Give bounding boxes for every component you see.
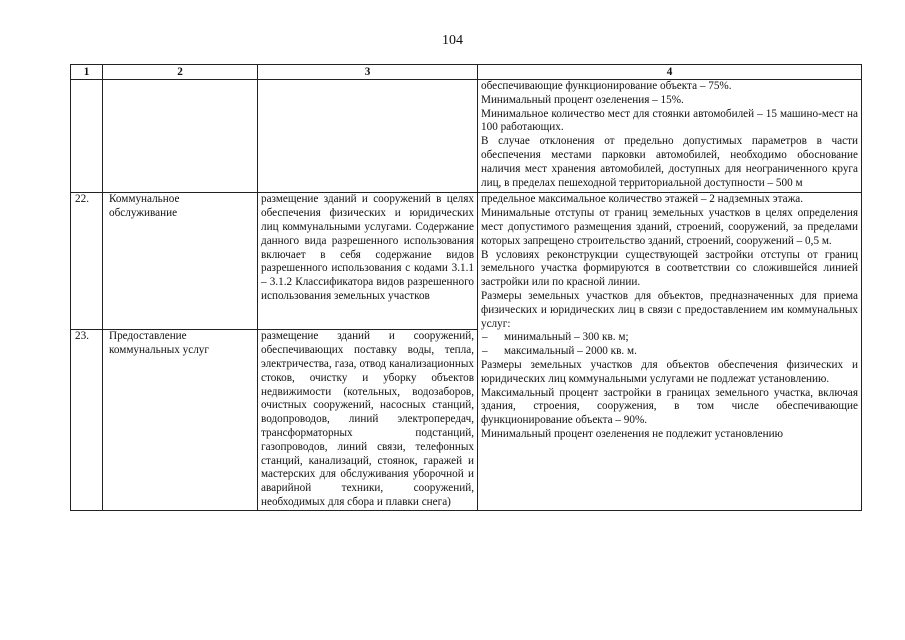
row-description (258, 193, 478, 330)
continuation-cell-1 (71, 80, 103, 193)
list-dash: – (482, 345, 488, 358)
column-header-4: 4 (478, 65, 862, 80)
list-dash: – (482, 331, 488, 344)
continuation-cell-2 (103, 80, 258, 193)
params-paragraph: предельное максимальное количество этажей – 2 надземных этажа. (481, 193, 804, 206)
continuation-paragraph: Минимальный процент озеленения – 15%. (481, 93, 684, 106)
row-description (258, 330, 478, 510)
continuation-cell-3 (258, 80, 478, 193)
list-text: минимальный – 300 кв. м; (504, 331, 629, 344)
row-description-text: размещение зданий и сооружений, обеспечивающих поставку воды, тепла, электричества, газа, отвод канализационных стоков, очистку и уборку объектов недвижимости (котельных, водозаборов, очистных сооружений, насосных станций, водопроводов, линий электропередач, трансформаторных подстанций, газопроводов, линий связи, телефонных станций, канализаций, стоянок, гаражей и мастерских для обслуживания уборочной и аварийной техники, сооружений, необходимых для сбора и плавки снега) (261, 330, 474, 508)
row-name: Предоставление коммунальных услуг (103, 330, 258, 510)
list-item (481, 331, 858, 345)
params-paragraph: Размеры земельных участков для объектов обеспечения физических и юридических лиц коммунальными услугами не подлежат установлению. (481, 358, 858, 385)
row-number: 22. (71, 193, 103, 330)
params-paragraph: Минимальные отступы от границ земельных участков в целях определения мест допустимого размещения зданий, строений, сооружений, за пределами которых запрещено строительство зданий, строений, сооружений – 0,5 м. (481, 207, 858, 247)
params-paragraph: Минимальный процент озеленения не подлежит установлению (481, 427, 783, 440)
table-row (71, 193, 862, 330)
column-header-3: 3 (258, 65, 478, 80)
page-number: 104 (442, 33, 463, 48)
shared-params-cell (478, 193, 862, 510)
list-item (481, 345, 858, 359)
continuation-paragraph: В случае отклонения от предельно допустимых параметров в части обеспечения местами парковки автомобилей, необходимо обоснование наличия мест хранения автомобилей, доступных для неограниченного круга лиц, в пределах пешеходной территориальной доступности – 500 м (481, 135, 858, 189)
list-text: максимальный – 2000 кв. м. (504, 345, 637, 358)
row-number: 23. (71, 330, 103, 510)
continuation-params-cell (478, 80, 862, 193)
header-row (71, 65, 862, 80)
land-use-table (70, 64, 862, 511)
row-name: Коммунальное обслуживание (103, 193, 258, 330)
continuation-paragraph: обеспечивающие функционирование объекта – 75%. (481, 80, 732, 92)
params-paragraph: В условиях реконструкции существующей застройки отступы от границ земельного участка формируются в соответствии со сложившейся линией застройки или по красной линии. (481, 248, 858, 289)
column-header-2: 2 (103, 65, 258, 80)
row-description-text: размещение зданий и сооружений в целях обеспечения физических и юридических лиц коммунальными услугами. Содержание данного вида разрешенного использования включает в себя содержание видов разрешенного использования с кодами 3.1.1 – 3.1.2 Классификатора видов разрешенного использования земельных участков (261, 193, 474, 302)
params-paragraph: Максимальный процент застройки в границах земельного участка, включая здания, строения, сооружения, в том числе обеспечивающие функционирование объекта – 90%. (481, 386, 858, 427)
continuation-row (71, 80, 862, 193)
column-header-1: 1 (71, 65, 103, 80)
params-paragraph: Размеры земельных участков для объектов, предназначенных для приема физических и юридических лиц в связи с предоставлением им коммунальных услуг: (481, 289, 858, 330)
continuation-paragraph: Минимальное количество мест для стоянки автомобилей – 15 машино-мест на 100 работающих. (481, 107, 858, 134)
